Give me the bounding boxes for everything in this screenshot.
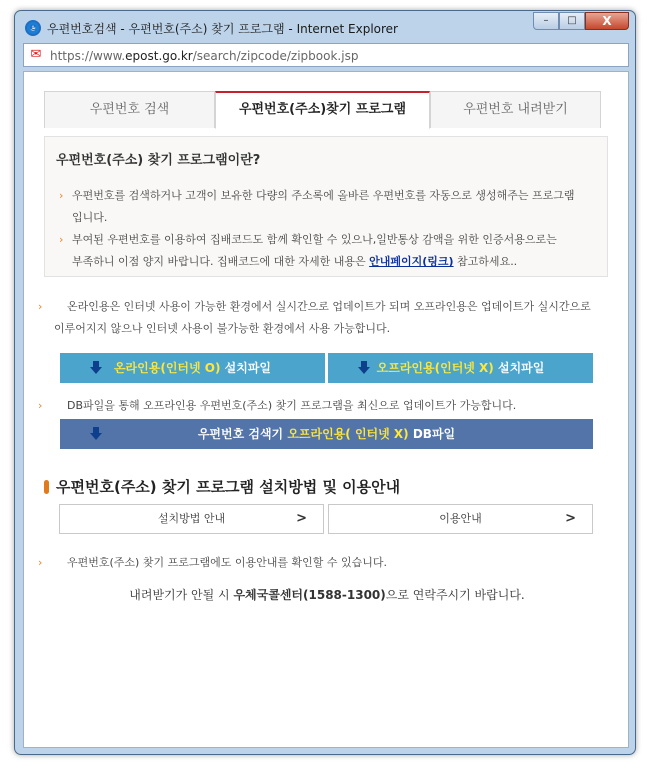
window-title: 우편번호검색 - 우편번호(주소) 찾기 프로그램 - Internet Explorer bbox=[47, 22, 398, 36]
tab-zipcode-download[interactable]: 우편번호 내려받기 bbox=[430, 91, 601, 128]
browser-window bbox=[14, 10, 636, 755]
bullet-arrow-icon: › bbox=[59, 189, 64, 202]
close-button[interactable]: X bbox=[585, 12, 629, 30]
offline-install-button[interactable]: 오프라인용(인터넷 X) 설치파일 bbox=[328, 353, 593, 383]
info-bullet-1-cont: 입니다. bbox=[72, 211, 108, 224]
info-list bbox=[59, 185, 589, 273]
internet-explorer-icon: e bbox=[25, 20, 41, 36]
section-title: 우편번호(주소) 찾기 프로그램 설치방법 및 이용안내 bbox=[44, 476, 400, 497]
guide-page-link[interactable]: 안내페이지(링크) bbox=[369, 255, 454, 268]
bullet-arrow-icon: › bbox=[59, 233, 64, 246]
window-controls bbox=[533, 12, 629, 30]
page-content bbox=[23, 71, 629, 748]
title-bar bbox=[15, 11, 635, 43]
info-title: 우편번호(주소) 찾기 프로그램이란? bbox=[56, 153, 261, 168]
db-description: › DB파일을 통해 오프라인용 우편번호(주소) 찾기 프로그램을 최신으로 업데이트가 가능합니다. bbox=[54, 395, 614, 417]
bullet-arrow-icon: › bbox=[38, 399, 43, 412]
maximize-button[interactable]: □ bbox=[559, 12, 585, 30]
address-url[interactable]: https://www.epost.go.kr/search/zipcode/zipbook.jsp bbox=[50, 49, 359, 63]
install-guide-button[interactable]: 설치방법 안내 > bbox=[59, 504, 324, 534]
info-bullet-2-cont: 부족하니 이점 양지 바랍니다. 집배코드에 대한 자세한 내용은 안내페이지(링크) 참고하세요.. bbox=[72, 255, 518, 268]
info-bullet-2: › 부여된 우편번호를 이용하여 집배코드도 함께 확인할 수 있으나,일반통상 감액을 위한 인증서용으로는 bbox=[59, 229, 589, 251]
minimize-button[interactable]: – bbox=[533, 12, 559, 30]
usage-guide-button[interactable]: 이용안내 > bbox=[328, 504, 593, 534]
tab-zipcode-program[interactable]: 우편번호(주소)찾기 프로그램 bbox=[215, 91, 430, 129]
online-install-button[interactable]: 온라인용(인터넷 O) 설치파일 bbox=[60, 353, 325, 383]
bullet-arrow-icon: › bbox=[38, 556, 43, 569]
section-marker-icon bbox=[44, 480, 49, 494]
tab-bar bbox=[44, 91, 601, 128]
chevron-right-icon: > bbox=[296, 511, 307, 526]
online-offline-description: › 온라인용은 인터넷 사용이 가능한 환경에서 실시간으로 업데이트가 되며 오프라인용은 업데이트가 실시간으로 이루어지지 않으나 인터넷 사용이 불가능한 환경에서 사용 가능합니다. bbox=[54, 296, 614, 340]
download-arrow-icon bbox=[90, 361, 102, 375]
download-arrow-icon bbox=[90, 427, 102, 441]
offline-db-download-button[interactable]: 우편번호 검색기 오프라인용( 인터넷 X) DB파일 bbox=[60, 419, 593, 449]
call-center-note: 내려받기가 안될 시 우체국콜센터(1588-1300)으로 연락주시기 바랍니다. bbox=[129, 588, 525, 602]
usage-note: › 우편번호(주소) 찾기 프로그램에도 이용안내를 확인할 수 있습니다. bbox=[54, 552, 614, 574]
program-info-box bbox=[44, 136, 608, 277]
chevron-right-icon: > bbox=[565, 511, 576, 526]
tab-zipcode-search[interactable]: 우편번호 검색 bbox=[44, 91, 215, 128]
address-bar[interactable] bbox=[23, 43, 629, 67]
bullet-arrow-icon: › bbox=[38, 300, 43, 313]
info-bullet-1: › 우편번호를 검색하거나 고객이 보유한 다량의 주소록에 올바른 우편번호를 자동으로 생성해주는 프로그램 bbox=[59, 185, 589, 207]
download-arrow-icon bbox=[358, 361, 370, 375]
call-center-number: 우체국콜센터(1588-1300) bbox=[233, 588, 386, 602]
mail-envelope-icon: ✉ bbox=[30, 47, 42, 62]
